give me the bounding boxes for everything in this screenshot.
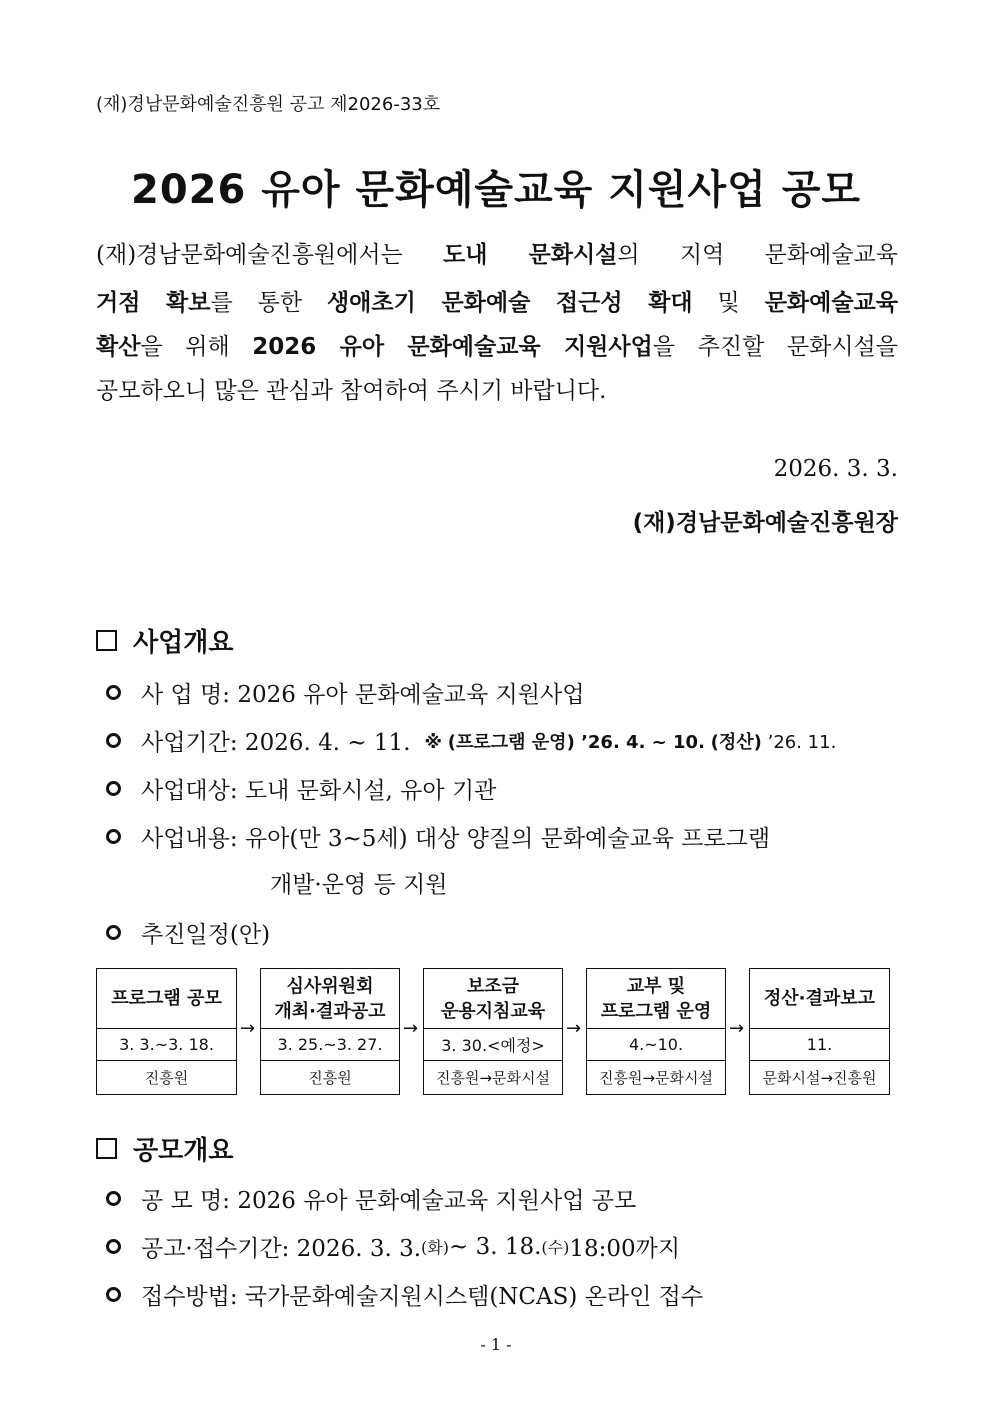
intro-line-4: 공모하오니 많은 관심과 참여하여 주시기 바랍니다.	[96, 378, 607, 404]
item-project-target: 사업대상: 도내 문화시설, 유아 기관	[106, 772, 496, 805]
flow-arrow-icon: →	[403, 1018, 419, 1039]
page-number: - 1 -	[480, 1335, 512, 1354]
item-call-method: 접수방법: 국가문화예술지원시스템(NCAS) 온라인 접수	[106, 1278, 703, 1311]
flow-step-owner: 문화시설→진흥원	[762, 1068, 877, 1087]
flow-step-title: 교부 및 프로그램 운영	[587, 969, 725, 1029]
circle-bullet-icon	[106, 1191, 121, 1206]
flow-step-1	[96, 968, 237, 1095]
flow-step-3	[423, 968, 563, 1095]
item-project-content-cont: 개발·운영 등 지원	[270, 872, 448, 898]
flow-arrow-icon: →	[240, 1018, 256, 1039]
flow-step-owner: 진흥원→문화시설	[436, 1068, 550, 1087]
flow-step-owner: 진흥원	[308, 1068, 352, 1087]
section-heading-call: 공모개요	[96, 1130, 233, 1167]
item-call-name: 공 모 명: 2026 유아 문화예술교육 지원사업 공모	[106, 1182, 636, 1215]
item-schedule: 추진일정(안)	[106, 916, 270, 949]
item-project-period: 사업기간: 2026. 4. ~ 11. ※ (프로그램 운영) ’26. 4. ~ 10. (정산) ’26. 11.	[106, 724, 836, 757]
flow-step-owner: 진흥원→문화시설	[599, 1068, 713, 1087]
flow-step-date: 3. 3.~3. 18.	[97, 1028, 236, 1061]
flow-step-date: 11.	[750, 1028, 889, 1061]
item-call-period: 공고·접수기간: 2026. 3. 3. (화) ~ 3. 18. (수) 18:00까지	[106, 1230, 680, 1263]
flow-step-title: 프로그램 공모	[97, 969, 236, 1029]
flow-arrow-icon: →	[729, 1018, 745, 1039]
circle-bullet-icon	[106, 829, 121, 844]
flow-step-2	[260, 968, 400, 1095]
flow-step-title: 정산·결과보고	[750, 969, 889, 1029]
issuer: (재)경남문화예술진흥원장	[632, 510, 898, 536]
item-project-content: 사업내용: 유아(만 3~5세) 대상 양질의 문화예술교육 프로그램	[106, 820, 770, 853]
circle-bullet-icon	[106, 925, 121, 940]
issue-date: 2026. 3. 3.	[773, 456, 898, 482]
flow-step-title: 보조금 운용지침교육	[424, 969, 562, 1029]
intro-line-1: (재)경남문화예술진흥원에서는 도내 문화시설의 지역 문화예술교육	[96, 242, 898, 268]
circle-bullet-icon	[106, 685, 121, 700]
notice-number: (재)경남문화예술진흥원 공고 제2026-33호	[96, 94, 441, 115]
flow-step-owner: 진흥원	[144, 1068, 189, 1087]
section-heading-overview: 사업개요	[96, 622, 233, 659]
document-title: 2026 유아 문화예술교육 지원사업 공모	[131, 167, 861, 213]
circle-bullet-icon	[106, 1239, 121, 1254]
flow-step-5	[749, 968, 890, 1095]
checkbox-square-icon	[96, 630, 117, 651]
intro-line-2: 거점 확보를 통한 생애초기 문화예술 접근성 확대 및 문화예술교육	[96, 290, 898, 316]
flow-step-date: 3. 30.<예정>	[424, 1028, 562, 1061]
item-project-name: 사 업 명: 2026 유아 문화예술교육 지원사업	[106, 676, 584, 709]
flow-step-title: 심사위원회 개최·결과공고	[261, 969, 399, 1029]
flow-step-4	[586, 968, 726, 1095]
circle-bullet-icon	[106, 733, 121, 748]
circle-bullet-icon	[106, 1287, 121, 1302]
flow-arrow-icon: →	[566, 1018, 582, 1039]
flow-step-date: 4.~10.	[587, 1028, 725, 1061]
checkbox-square-icon	[96, 1138, 117, 1159]
flow-step-date: 3. 25.~3. 27.	[261, 1028, 399, 1061]
intro-line-3: 확산을 위해 2026 유아 문화예술교육 지원사업을 추진할 문화시설을	[96, 334, 898, 360]
circle-bullet-icon	[106, 781, 121, 796]
